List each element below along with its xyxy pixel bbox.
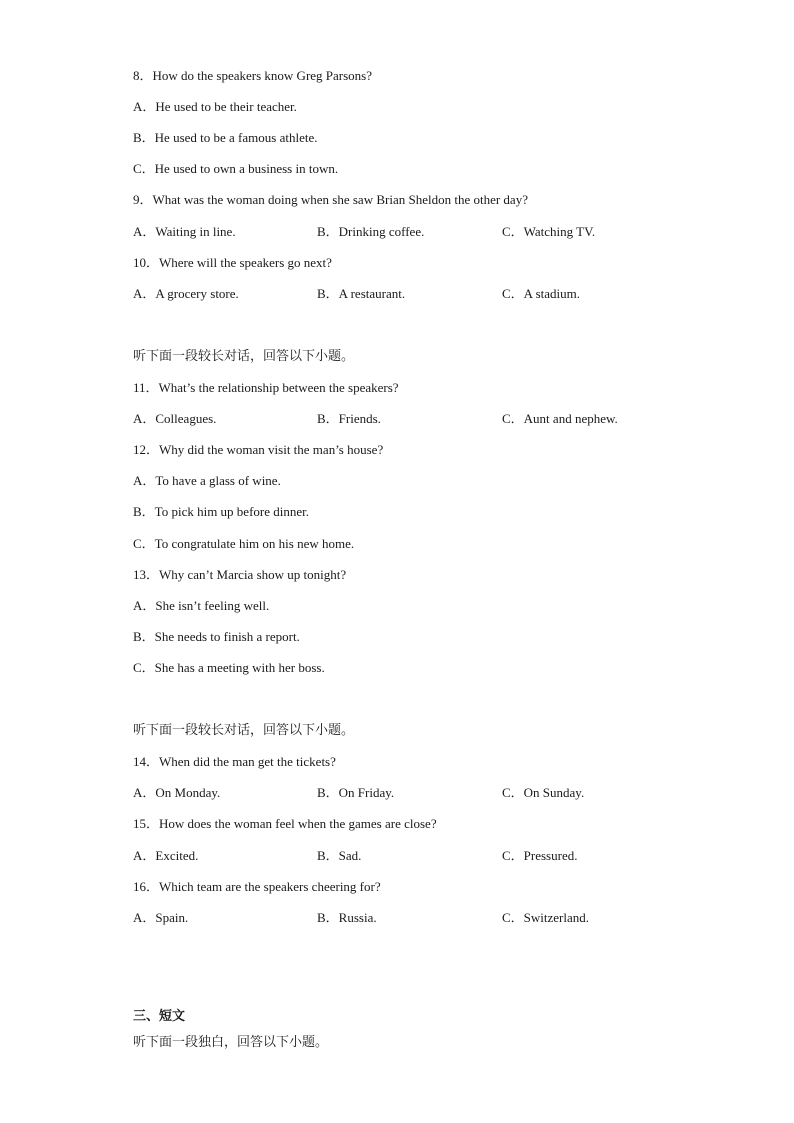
section-instruction: 听下面一段较长对话，回答以下小题。: [133, 349, 355, 364]
question-10-option-b: B．A restaurant.: [317, 286, 406, 301]
question-12-stem: 12．Why did the woman visit the man’s house?: [133, 442, 384, 457]
question-9-option-b: B．Drinking coffee.: [317, 224, 425, 239]
question-12-option-b: B．To pick him up before dinner.: [133, 504, 310, 519]
question-8-stem: 8．How do the speakers know Greg Parsons?: [133, 68, 373, 83]
question-8-option-a: A．He used to be their teacher.: [133, 99, 297, 114]
question-16-option-a: A．Spain.: [133, 910, 189, 925]
question-14-option-b: B．On Friday.: [317, 785, 395, 800]
question-10-stem: 10．Where will the speakers go next?: [133, 255, 332, 270]
question-15-option-a: A．Excited.: [133, 848, 199, 863]
question-13-option-b: B．She needs to finish a report.: [133, 629, 300, 644]
question-13-stem: 13．Why can’t Marcia show up tonight?: [133, 567, 347, 582]
question-14-stem: 14．When did the man get the tickets?: [133, 754, 336, 769]
question-8-option-b: B．He used to be a famous athlete.: [133, 130, 318, 145]
question-11-option-a: A．Colleagues.: [133, 411, 217, 426]
question-14-option-a: A．On Monday.: [133, 785, 221, 800]
question-15-stem: 15．How does the woman feel when the games are close?: [133, 816, 437, 831]
question-8-option-c: C．He used to own a business in town.: [133, 161, 339, 176]
question-16-stem: 16．Which team are the speakers cheering for?: [133, 879, 381, 894]
section-instruction: 听下面一段独白，回答以下小题。: [133, 1035, 329, 1050]
question-9-option-a: A．Waiting in line.: [133, 224, 236, 239]
question-10-option-c: C．A stadium.: [502, 286, 581, 301]
question-11-option-c: C．Aunt and nephew.: [502, 411, 618, 426]
question-13-option-a: A．She isn’t feeling well.: [133, 598, 270, 613]
question-14-option-c: C．On Sunday.: [502, 785, 585, 800]
section-instruction: 听下面一段较长对话，回答以下小题。: [133, 723, 355, 738]
question-16-option-b: B．Russia.: [317, 910, 377, 925]
question-12-option-a: A．To have a glass of wine.: [133, 473, 281, 488]
question-13-option-c: C．She has a meeting with her boss.: [133, 660, 325, 675]
question-11-stem: 11．What’s the relationship between the speakers?: [133, 380, 399, 395]
question-10-option-a: A．A grocery store.: [133, 286, 239, 301]
section-heading: 三、短文: [133, 1009, 186, 1024]
question-15-option-b: B．Sad.: [317, 848, 362, 863]
question-15-option-c: C．Pressured.: [502, 848, 578, 863]
question-9-option-c: C．Watching TV.: [502, 224, 596, 239]
question-12-option-c: C．To congratulate him on his new home.: [133, 536, 355, 551]
question-16-option-c: C．Switzerland.: [502, 910, 590, 925]
question-11-option-b: B．Friends.: [317, 411, 381, 426]
question-9-stem: 9．What was the woman doing when she saw Brian Sheldon the other day?: [133, 192, 528, 207]
